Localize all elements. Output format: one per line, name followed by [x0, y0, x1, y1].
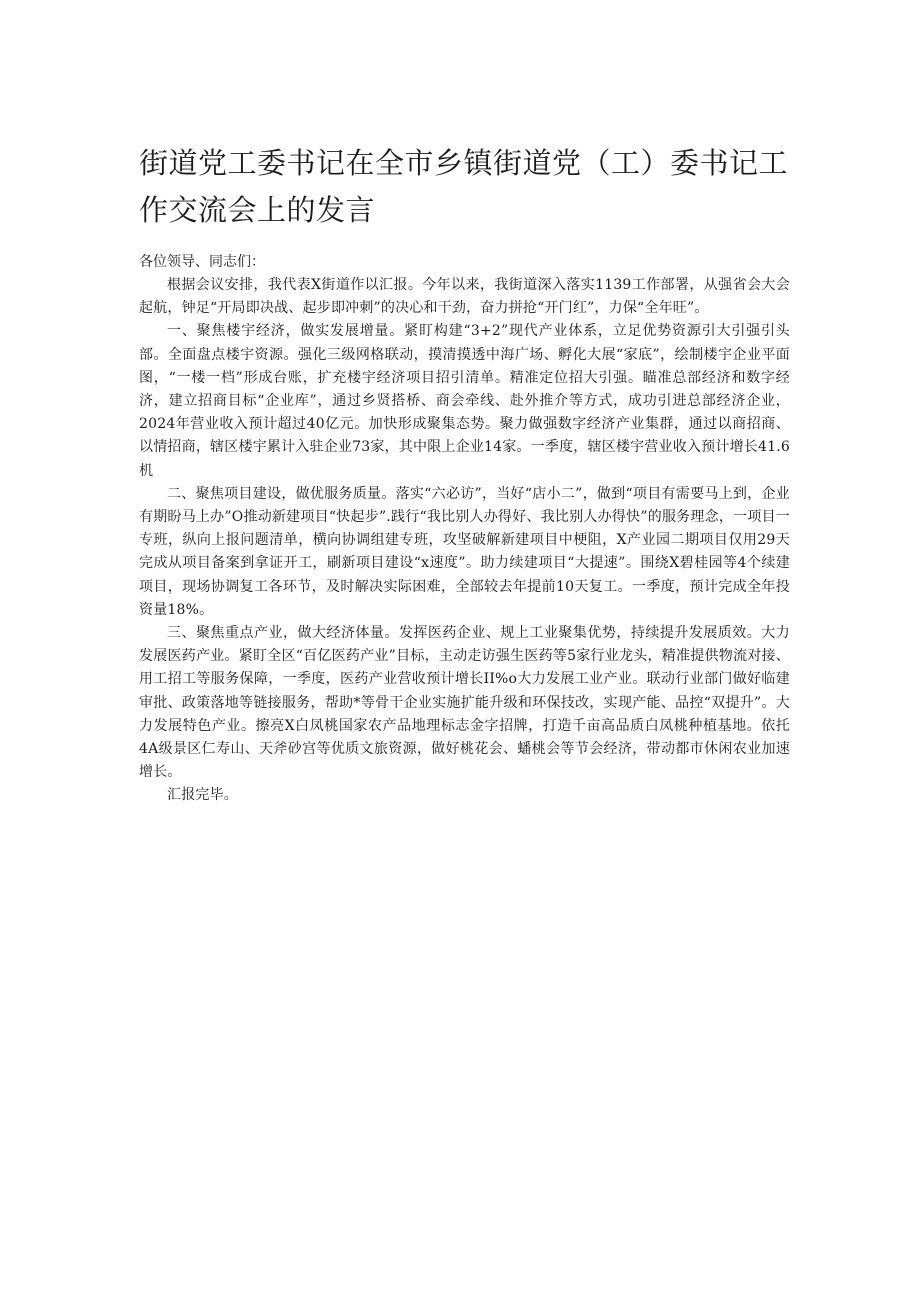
- paragraph-intro: 根据会议安排，我代表X街道作以汇报。今年以来，我街道深入落实1139工作部署，从强省会大会起航，钟足“开局即决战、起步即冲刺”的决心和干劲，奋力拼抢“开门红”，力保“全年旺”。: [139, 277, 790, 317]
- paragraph-project-construction: 二、聚焦项目建设，做优服务质量。落实“六必访”，当好“店小二”，做到“项目有需要马上到，企业有期盼马上办”O推动新建项目“快起步”.践行“我比别人办得好、我比别人办得快”的服务理念，一项目一专班，纵向上报问题清单，横向协调组建专班，攻坚破解新建项目中梗阻，X产业园二期项目仅用29天完成从项目备案到拿证开工，刷新项目建设“x速度”。助力续建项目“大提速”。围绕X碧桂园等4个续建项目，现场协调复工各环节，及时解决实际困难，全部较去年提前10天复工。一季度，预计完成全年投资量18%。: [139, 485, 790, 618]
- salutation: 各位领导、同志们：: [139, 254, 265, 270]
- paragraph-key-industries: 三、聚焦重点产业，做大经济体量。发挥医药企业、规上工业聚集优势，持续提升发展质效。大力发展医药产业。紧盯全区“百亿医药产业”目标，主动走访强生医药等5家行业龙头，精准提供物流对接、用工招工等服务保障，一季度，医药产业营收预计增长II%o大力发展工业产业。联动行业部门做好临建审批、政策落地等链接服务，帮助*等骨干企业实施扩能升级和环保技改，实现产能、品控“双提升”。大力发展特色产业。擦亮X白凤桃国家农产品地理标志金字招牌，打造千亩高品质白凤桃种植基地。依托4A级景区仁寿山、天斧砂宫等优质文旅资源，做好桃花会、蟠桃会等节会经济，带动都市休闲农业加速增长。: [139, 625, 790, 781]
- document-title: 街道党工委书记在全市乡镇街道党（工）委书记工作交流会上的发言: [139, 146, 789, 227]
- paragraph-closing: 汇报完毕。: [167, 787, 238, 804]
- paragraph-building-economy: 一、聚焦楼宇经济，做实发展增量。紧盯构建“3+2”现代产业体系，立足优势资源引大引强引头部。全面盘点楼宇资源。强化三级网格联动，摸清摸透中海广场、孵化大展“家底”，绘制楼宇企业平面图，“一楼一档”形成台账，扩充楼宇经济项目招引清单。精准定位招大引强。瞄准总部经济和数字经济，建立招商目标“企业库”，通过乡贤搭桥、商会牵线、赴外推介等方式，成功引进总部经济企业，2024年营业收入预计超过40亿元。加快形成聚集态势。聚力做强数字经济产业集群，通过以商招商、以情招商，辖区楼宇累计入驻企业73家，其中限上企业14家。一季度，辖区楼宇营业收入预计增长41.6机: [139, 323, 790, 479]
